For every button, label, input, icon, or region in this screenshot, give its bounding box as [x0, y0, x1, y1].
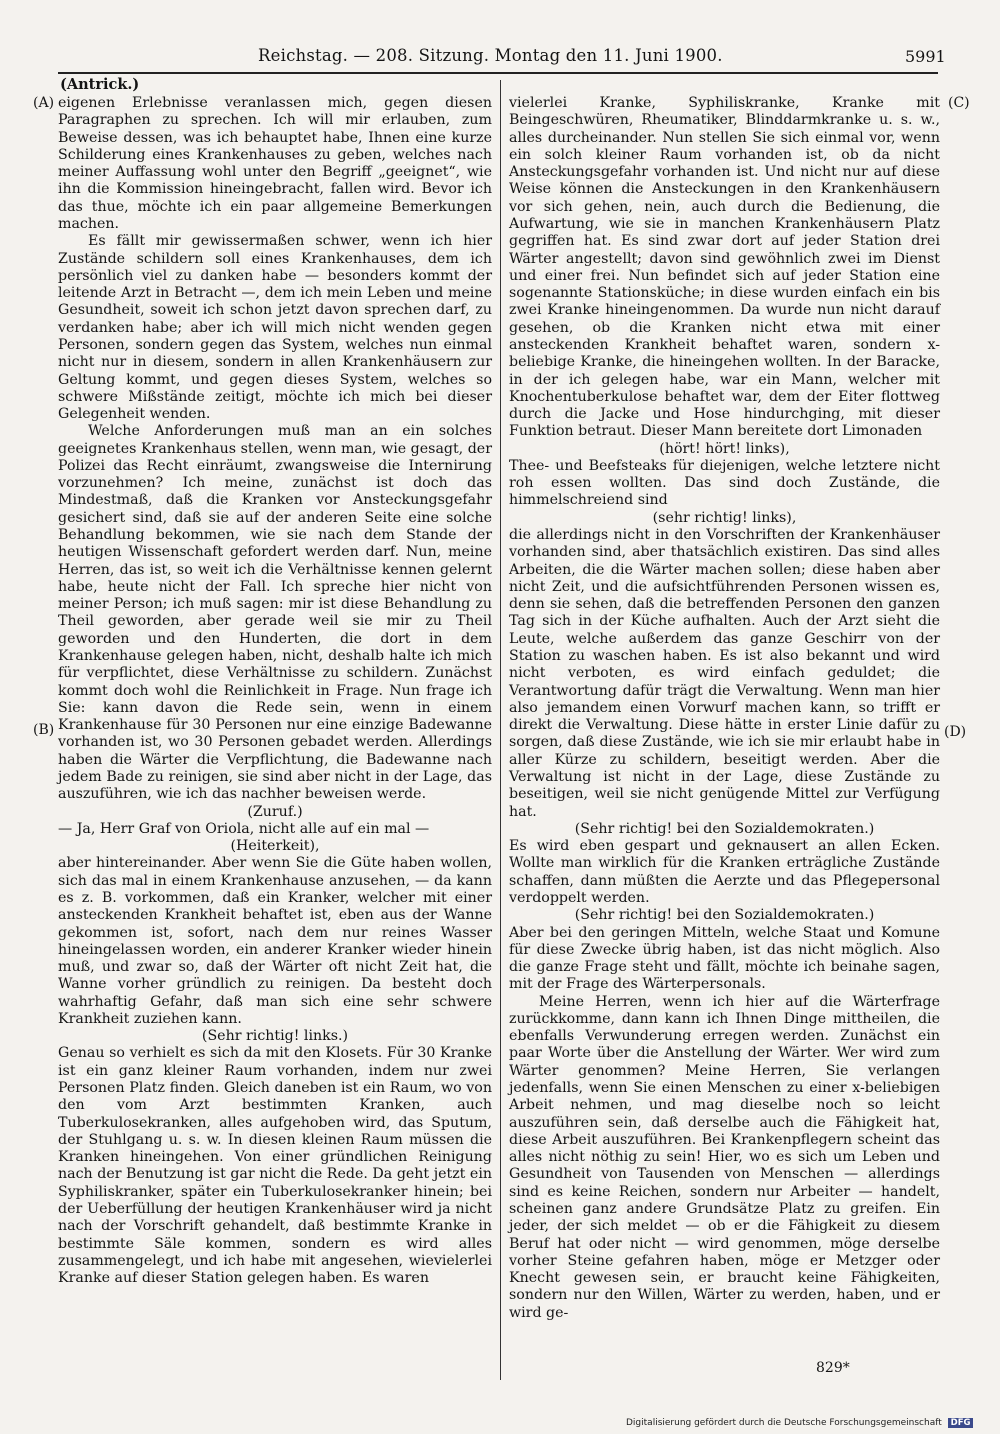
- footer-credit: [626, 1418, 973, 1428]
- interjection: (Sehr richtig! links.): [201, 1028, 349, 1045]
- paragraph: Welche Anforderungen muß man an ein solches geeignetes Krankenhaus stellen, wenn man, wie gesagt, der Polizei das Recht einräumt, zwangsweise die Internirung vorzunehmen? Ich meine, zunächst ist doch das Mindestmaß, daß die Kranken vor Ansteckungsgefahr gesichert sind, daß sie auf der anderen Seite eine solche Behandlung bekommen, wie sie nach dem Stande der heutigen Wissenschaft gefordert werden darf. Nun, meine Herren, das ist, so weit ich die Verhältnisse kennen gelernt habe, heute nicht der Fall. Ich spreche hier nicht von meiner Person; ich muß sagen: mir ist diese Behandlung zu Theil geworden, aber gerade weil sie mir zu Theil geworden und den Hunderten, die dort in dem Krankenhause gelegen haben, nicht, deshalb halte ich mich für verpflichtet, diese Verhältnisse zu schildern. Zunächst kommt doch wohl die Reinlichkeit in Frage. Nun frage ich Sie: kann davon die Rede sein, wenn in einem Krankenhause für 30 Personen nur eine einzige Badewanne vorhanden ist, wo 30 Personen gebadet werden. Allerdings haben die Wärter die Verpflichtung, die Badewanne nach jedem Bade zu reinigen, sie sind aber nicht in der Lage, das auszuführen, wie ich das nachher beweisen werde.: [58, 423, 492, 803]
- paragraph: die allerdings nicht in den Vorschriften der Krankenhäuser vorhanden sind, aber thatsächlich existiren. Das sind alles Arbeiten, die die Wärter machen sollen; diese haben aber nicht Zeit, und die aufsichtführenden Personen wissen es, denn sie sehen, daß die betreffenden Personen den ganzen Tag sich in der Küche aufhalten. Auch der Arzt sieht die Leute, welche außerdem das ganze Geschirr von der Station zu waschen haben. Es ist also bekannt und wird nicht verboten, es wird einfach geduldet; die Verantwortung dafür trägt die Verwaltung. Wenn man hier also jemandem einen Vorwurf machen kann, so trifft er direkt die Verwaltung. Diese hätte in erster Linie dafür zu sorgen, daß diese Zustände, wie ich sie mir erlaubt habe in aller Kürze zu schildern, beseitigt werden. Aber die Verwaltung ist nicht in der Lage, diese Zustände zu beseitigen, weil sie nicht genügende Mittel zur Verfügung hat.: [509, 527, 940, 820]
- page-number: 5991: [905, 47, 946, 66]
- paragraph: Meine Herren, wenn ich hier auf die Wärterfrage zurückkomme, dann kann ich Ihnen Dinge mittheilen, die ebenfalls Verwunderung erregen werden. Zunächst ein paar Worte über die Anstellung der Wärter. Wer wird zum Wärter genommen? Meine Herren, Sie verlangen jedenfalls, wenn Sie einen Menschen zu einer x-beliebigen Arbeit nehmen, und mag dieselbe noch so leicht auszuführen sein, daß derselbe auch die Fähigkeit hat, diese Arbeit auszuführen. Bei Krankenpflegern scheint das alles nicht nöthig zu sein! Hier, wo es sich um Leben und Gesundheit von Tausenden von Menschen — allerdings sind es keine Reichen, sondern nur Arbeiter — handelt, scheinen ganz andere Grundsätze Platz zu greifen. Ein jeder, der sich meldet — ob er die Fähigkeit zu diesem Beruf hat oder nicht — wird genommen, möge derselbe vorher Steine gefahren haben, möge er Metzger oder Knecht gewesen sein, er braucht keine Fähigkeiten, sondern nur den Willen, Wärter zu werden, haben, und er wird ge-: [509, 993, 940, 1321]
- column-divider: [500, 80, 501, 1380]
- interjection: (Sehr richtig! bei den Sozialdemokraten.): [574, 820, 875, 837]
- signature-mark: 829*: [816, 1360, 850, 1376]
- paragraph: Thee- und Beefsteaks für diejenigen, welche letztere nicht roh essen wollten. Das sind doch Zustände, die himmelschreiend sind: [509, 457, 940, 509]
- paragraph: aber hintereinander. Aber wenn Sie die Güte haben wollen, sich das mal in einem Krankenhause anzusehen, — da kann es z. B. vorkommen, daß ein Kranker, welcher mit einer ansteckenden Krankheit behaftet ist, eben aus der Wanne gekommen ist, sofort, nach dem nur reines Wasser hineingelassen worden, ein anderer Kranker wieder hinein muß, und zwar so, daß der Wärter oft nicht Zeit hat, die Wanne vorher gründlich zu reinigen. Da besteht doch wahrhaftig Gefahr, daß man sich eine sehr schwere Krankheit zuziehen kann.: [58, 855, 492, 1027]
- paragraph: Es fällt mir gewissermaßen schwer, wenn ich hier Zustände schildern soll eines Krankenhauses, dem ich persönlich viel zu danken habe — besonders kommt der leitende Arzt in Betracht —, dem ich mein Leben und meine Gesundheit, soweit ich schon jetzt davon sprechen darf, zu verdanken habe; aber ich will mich nicht wenden gegen Personen, sondern gegen das System, welches nun einmal nicht nur in diesem, sondern in allen Krankenhäusern zur Geltung kommt, und gegen dieses System, welches so schwere Mißstände zeitigt, möchte ich mich bei dieser Gelegenheit wenden.: [58, 233, 492, 423]
- page-header: [0, 38, 1000, 68]
- paragraph: vielerlei Kranke, Syphiliskranke, Kranke mit Beingeschwüren, Rheumatiker, Blinddarmkranke u. s. w., alles durcheinander. Nun stellen Sie sich einmal vor, wenn ein solch kleiner Raum vorhanden ist, ob da nicht Ansteckungsgefahr vorhanden ist. Und nicht nur auf diese Weise können die Ansteckungen in den Krankenhäusern vor sich gehen, nein, auch durch die Bedienung, die Aufwartung, wie sie in manchen Krankenhäusern Platz gegriffen hat. Es sind zwar dort auf jeder Station drei Wärter angestellt; davon sind gewöhnlich zwei im Dienst und einer frei. Nun befindet sich auf jeder Station eine sogenannte Stationsküche; in diese wurden einfach ein bis zwei Kranke hineingenommen. Da wurde nun nicht darauf gesehen, ob die Kranken nicht etwa mit einer ansteckenden Krankheit behaftet waren, sondern x-beliebige Kranke, die hineingehen wollten. In der Baracke, in der ich gelegen habe, war ein Mann, welcher mit Knochentuberkulose behaftet war, dem der Eiter flottweg durch die Jacke und Hose hindurchging, mit dieser Funktion betraut. Dieser Mann bereitete dort Limonaden: [509, 95, 940, 440]
- margin-mark-a: (A): [33, 95, 55, 111]
- footer-text: Digitalisierung gefördert durch die Deutsche Forschungsgemeinschaft: [626, 1418, 942, 1428]
- interjection: (Sehr richtig! bei den Sozialdemokraten.): [574, 907, 875, 924]
- header-rule: [58, 72, 938, 74]
- right-column: [509, 95, 940, 1322]
- interjection: (sehr richtig! links),: [652, 509, 797, 526]
- paragraph: eigenen Erlebnisse veranlassen mich, gegen diesen Paragraphen zu sprechen. Ich will mir erlauben, zum Beweise dessen, was ich behauptet habe, Ihnen eine kurze Schilderung eines Krankenhauses zu geben, welches nach meiner Auffassung wohl unter den Begriff „geeignet“, wie ihn die Kommission hineingebracht, fallen wird. Bevor ich das thue, möchte ich ein paar allgemeine Bemerkungen machen.: [58, 95, 492, 232]
- paragraph: Es wird eben gespart und geknausert an allen Ecken. Wollte man wirklich für die Kranken erträgliche Zustände schaffen, dann müßten die Aerzte und das Pflegepersonal verdoppelt werden.: [509, 838, 940, 906]
- margin-mark-b: (B): [33, 722, 55, 738]
- dfg-logo: DFG: [948, 1418, 974, 1428]
- margin-mark-c: (C): [948, 95, 970, 111]
- interjection: (Zuruf.): [247, 803, 303, 820]
- paragraph: — Ja, Herr Graf von Oriola, nicht alle auf ein mal —: [58, 820, 430, 837]
- margin-mark-d: (D): [944, 724, 967, 740]
- left-column: [58, 95, 492, 1287]
- interjection: (Heiterkeit),: [230, 838, 320, 855]
- section-label: (Antrick.): [60, 76, 140, 93]
- header-title: Reichstag. — 208. Sitzung. Montag den 11. Juni 1900.: [258, 46, 723, 65]
- paragraph: Aber bei den geringen Mitteln, welche Staat und Komune für diese Zwecke übrig haben, ist das nicht möglich. Also die ganze Frage steht und fällt, möchte ich beinahe sagen, mit der Frage des Wärterpersonals.: [509, 924, 940, 993]
- paragraph: Genau so verhielt es sich da mit den Klosets. Für 30 Kranke ist ein ganz kleiner Raum vorhanden, indem nur zwei Personen Platz finden. Gleich daneben ist ein Raum, wo von den vom Arzt bestimmten Kranken, auch Tuberkulosekranken, alles aufgehoben wird, das Sputum, der Stuhlgang u. s. w. In diesen kleinen Raum müssen die Kranken hineingehen. Von einer gründlichen Reinigung nach der Benutzung ist gar nicht die Rede. Da geht jetzt ein Syphiliskranker, später ein Tuberkulosekranker hinein; bei der Ueberfüllung der heutigen Krankenhäuser wird ja nicht nach der Vorschrift gehandelt, daß bestimmte Kranke in bestimmte Säle kommen, sondern es wird alles zusammengelegt, und ich habe mit angesehen, wievielerlei Kranke auf dieser Station gelegen haben. Es waren: [58, 1045, 492, 1287]
- interjection: (hört! hört! links),: [659, 440, 790, 457]
